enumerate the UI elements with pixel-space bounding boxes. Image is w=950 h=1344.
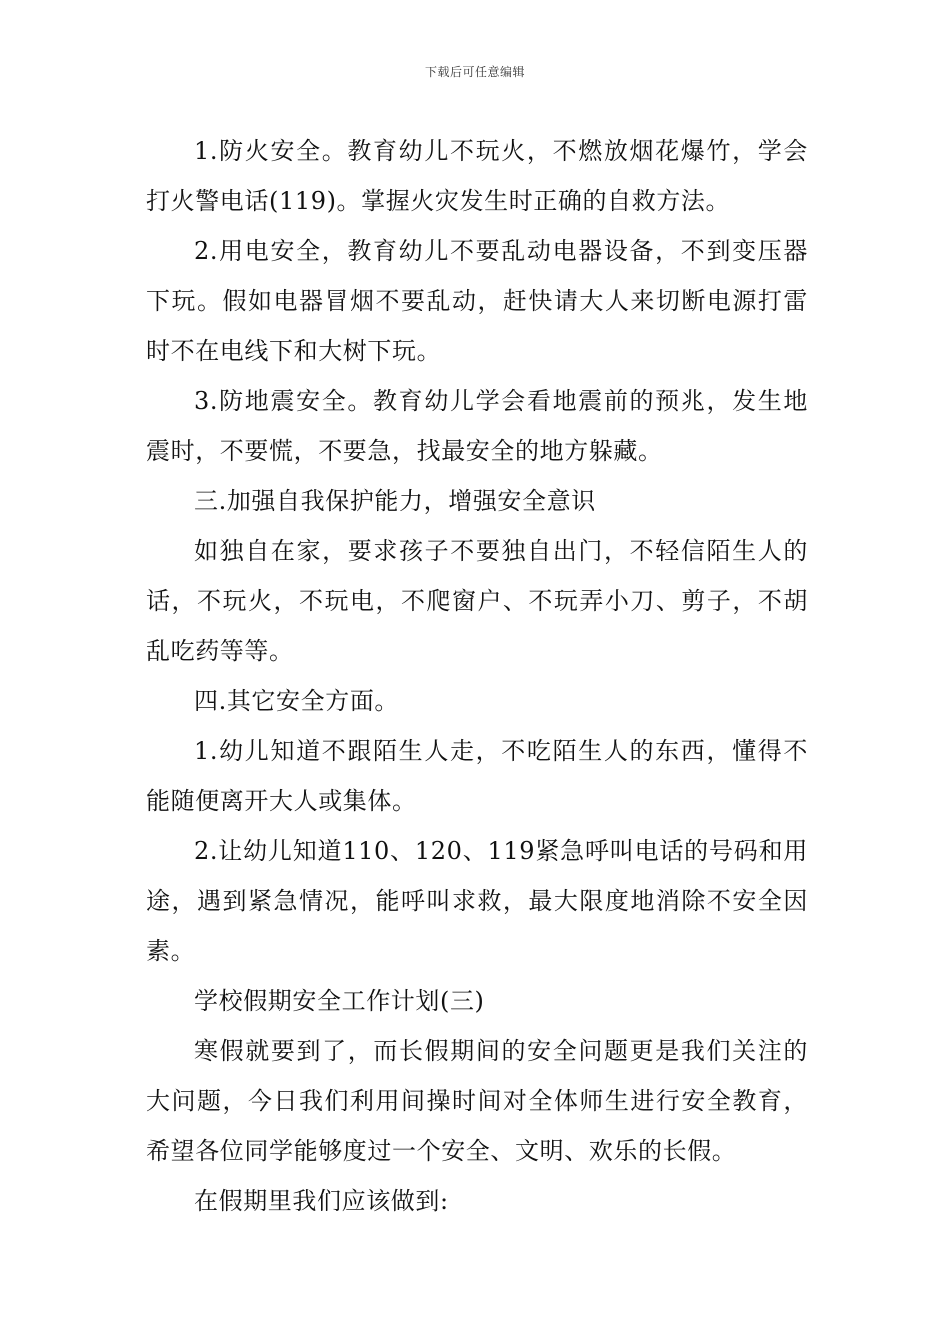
document-body: [146, 126, 808, 1226]
paragraph-during-holiday: 在假期里我们应该做到:: [194, 1187, 449, 1215]
section-heading-plan-three: 学校假期安全工作计划(三): [194, 987, 485, 1015]
paragraph-emergency-numbers: 2.让幼儿知道110、120、119紧急呼叫电话的号码和用途，遇到紧急情况，能呼叫求救，最大限度地消除不安全因素。: [146, 837, 808, 965]
section-heading-other-safety: 四.其它安全方面。: [194, 687, 400, 715]
section-heading-self-protection: 三.加强自我保护能力，增强安全意识: [194, 487, 596, 515]
paragraph-winter-break: 寒假就要到了，而长假期间的安全问题更是我们关注的大问题，今日我们利用间操时间对全体师生进行安全教育，希望各位同学能够度过一个安全、文明、欢乐的长假。: [146, 1037, 808, 1165]
page-header: 下载后可任意编辑: [424, 65, 525, 79]
paragraph-home-alone: 如独自在家，要求孩子不要独自出门，不轻信陌生人的话，不玩火，不玩电，不爬窗户、不玩弄小刀、剪子，不胡乱吃药等等。: [146, 537, 808, 665]
paragraph-fire-safety: 1.防火安全。教育幼儿不玩火，不燃放烟花爆竹，学会打火警电话(119)。掌握火灾发生时正确的自救方法。: [146, 137, 808, 215]
paragraph-strangers: 1.幼儿知道不跟陌生人走，不吃陌生人的东西，懂得不能随便离开大人或集体。: [146, 737, 808, 815]
paragraph-earthquake-safety: 3.防地震安全。教育幼儿学会看地震前的预兆，发生地震时，不要慌，不要急，找最安全的地方躲藏。: [146, 387, 808, 465]
paragraph-electrical-safety: 2.用电安全，教育幼儿不要乱动电器设备，不到变压器下玩。假如电器冒烟不要乱动，赶快请大人来切断电源打雷时不在电线下和大树下玩。: [146, 237, 808, 365]
